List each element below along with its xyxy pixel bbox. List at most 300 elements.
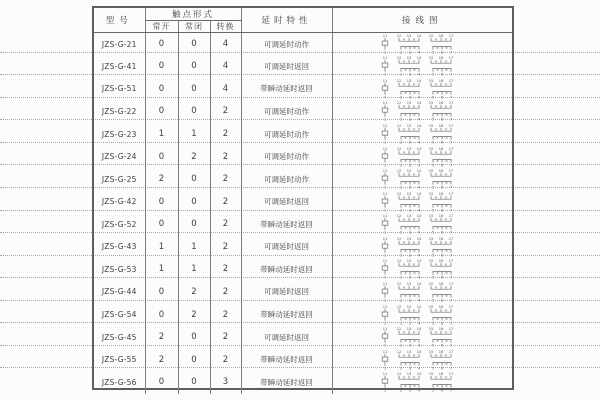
normally-open-count: 2 (145, 168, 178, 191)
svg-text:7: 7 (449, 208, 452, 213)
svg-text:12: 12 (396, 214, 401, 219)
svg-text:×: × (434, 330, 438, 335)
delay-characteristic: 带瞬动延时返回 (241, 258, 332, 281)
svg-text:×: × (412, 263, 416, 268)
svg-text:×: × (412, 384, 416, 389)
normally-closed-count: 0 (178, 190, 210, 213)
svg-text:11: 11 (382, 281, 387, 286)
normally-open-count: 1 (145, 258, 178, 281)
changeover-count: 2 (210, 123, 241, 146)
svg-text:×: × (402, 37, 406, 42)
svg-text:×: × (444, 59, 448, 64)
normally-open-count: 0 (145, 100, 178, 123)
svg-text:×: × (435, 226, 439, 231)
svg-text:16: 16 (438, 168, 443, 173)
svg-text:6: 6 (440, 230, 443, 235)
svg-text:×: × (444, 271, 448, 276)
delay-characteristic: 可调延时返回 (241, 55, 332, 78)
svg-text:1: 1 (383, 163, 386, 168)
svg-text:×: × (435, 316, 439, 321)
normally-closed-count: 0 (178, 55, 210, 78)
model-value: JZS-G-22 (94, 100, 145, 123)
svg-text:15: 15 (428, 214, 433, 219)
normally-closed-count: 0 (178, 33, 210, 56)
table-row (94, 213, 512, 236)
svg-text:14: 14 (416, 146, 421, 151)
svg-text:3: 3 (408, 185, 411, 190)
svg-text:12: 12 (396, 304, 401, 309)
wiring-diagram-cell (332, 371, 512, 394)
svg-text:14: 14 (416, 168, 421, 173)
svg-text:×: × (403, 293, 407, 298)
svg-text:15: 15 (428, 123, 433, 128)
wiring-diagram (377, 100, 481, 122)
svg-text:11: 11 (382, 168, 387, 173)
svg-text:16: 16 (438, 101, 443, 106)
svg-text:×: × (402, 353, 406, 358)
normally-open-count: 2 (145, 326, 178, 349)
svg-text:12: 12 (396, 33, 401, 38)
svg-text:4: 4 (417, 276, 420, 281)
svg-text:3: 3 (408, 230, 411, 235)
svg-text:5: 5 (431, 230, 434, 235)
delay-characteristic: 带瞬动延时返回 (241, 348, 332, 371)
svg-text:2: 2 (399, 298, 402, 303)
svg-text:×: × (403, 316, 407, 321)
svg-text:4: 4 (417, 185, 420, 190)
svg-text:6: 6 (440, 298, 443, 303)
model-value: JZS-G-23 (94, 123, 145, 146)
svg-text:17: 17 (448, 168, 453, 173)
changeover-count: 2 (210, 190, 241, 213)
svg-text:16: 16 (438, 191, 443, 196)
model-value: JZS-G-24 (94, 145, 145, 168)
model-value: JZS-G-51 (94, 78, 145, 101)
changeover-count: 3 (210, 371, 241, 394)
svg-text:7: 7 (449, 298, 452, 303)
normally-closed-count: 2 (178, 303, 210, 326)
table-row (94, 168, 512, 191)
svg-text:15: 15 (428, 191, 433, 196)
svg-text:14: 14 (416, 372, 421, 377)
wiring-diagram (377, 55, 481, 77)
svg-text:×: × (402, 240, 406, 245)
wiring-diagram (377, 33, 481, 55)
svg-text:4: 4 (417, 321, 420, 326)
svg-text:14: 14 (416, 259, 421, 264)
svg-text:3: 3 (408, 50, 411, 55)
svg-text:×: × (444, 203, 448, 208)
svg-text:7: 7 (449, 276, 452, 281)
svg-text:6: 6 (440, 208, 443, 213)
changeover-count: 2 (210, 303, 241, 326)
svg-text:4: 4 (417, 118, 420, 123)
svg-text:12: 12 (396, 168, 401, 173)
svg-text:×: × (412, 293, 416, 298)
svg-text:6: 6 (440, 72, 443, 77)
normally-closed-count: 0 (178, 213, 210, 236)
svg-text:×: × (412, 217, 416, 222)
svg-text:×: × (412, 181, 416, 186)
svg-text:×: × (434, 308, 438, 313)
svg-text:4: 4 (417, 95, 420, 100)
delay-characteristic: 可调延时返回 (241, 236, 332, 259)
svg-text:16: 16 (438, 78, 443, 83)
normally-closed-count: 2 (178, 145, 210, 168)
svg-text:5: 5 (431, 72, 434, 77)
svg-text:12: 12 (396, 326, 401, 331)
svg-text:5: 5 (431, 140, 434, 145)
svg-text:×: × (402, 82, 406, 87)
model-value: JZS-G-25 (94, 168, 145, 191)
svg-text:×: × (444, 127, 448, 132)
svg-text:3: 3 (408, 140, 411, 145)
svg-text:12: 12 (396, 349, 401, 354)
svg-text:13: 13 (406, 146, 411, 151)
table-row (94, 281, 512, 304)
svg-text:6: 6 (440, 118, 443, 123)
delay-characteristic: 可调延时返回 (241, 281, 332, 304)
svg-text:×: × (435, 248, 439, 253)
svg-text:7: 7 (449, 343, 452, 348)
svg-text:5: 5 (431, 253, 434, 258)
wiring-diagram-cell (332, 78, 512, 101)
normally-closed-count: 1 (178, 258, 210, 281)
svg-text:4: 4 (417, 298, 420, 303)
svg-text:×: × (435, 158, 439, 163)
svg-text:2: 2 (399, 343, 402, 348)
column-header-model: 型号 (94, 8, 145, 33)
svg-text:1: 1 (383, 72, 386, 77)
delay-characteristic: 可调延时动作 (241, 123, 332, 146)
svg-text:×: × (444, 240, 448, 245)
svg-text:×: × (444, 90, 448, 95)
changeover-count: 2 (210, 236, 241, 259)
svg-text:7: 7 (449, 118, 452, 123)
normally-open-count: 0 (145, 213, 178, 236)
table-row (94, 326, 512, 349)
svg-text:3: 3 (408, 366, 411, 371)
svg-text:×: × (412, 226, 416, 231)
svg-text:17: 17 (448, 101, 453, 106)
svg-text:17: 17 (448, 123, 453, 128)
normally-closed-count: 0 (178, 78, 210, 101)
svg-text:×: × (403, 158, 407, 163)
model-value: JZS-G-54 (94, 303, 145, 326)
svg-text:15: 15 (428, 146, 433, 151)
svg-text:2: 2 (399, 230, 402, 235)
svg-text:13: 13 (406, 56, 411, 61)
svg-text:15: 15 (428, 56, 433, 61)
svg-text:14: 14 (416, 349, 421, 354)
svg-text:1: 1 (383, 298, 386, 303)
svg-text:×: × (434, 172, 438, 177)
wiring-diagram-cell (332, 281, 512, 304)
normally-closed-count: 0 (178, 348, 210, 371)
wiring-diagram (377, 258, 481, 280)
svg-text:×: × (412, 248, 416, 253)
svg-text:15: 15 (428, 78, 433, 83)
svg-text:×: × (403, 68, 407, 73)
delay-characteristic: 可调延时动作 (241, 145, 332, 168)
svg-text:15: 15 (428, 372, 433, 377)
table-row (94, 100, 512, 123)
svg-text:×: × (444, 105, 448, 110)
svg-text:1: 1 (383, 118, 386, 123)
svg-text:×: × (444, 248, 448, 253)
normally-open-count: 2 (145, 348, 178, 371)
svg-text:×: × (403, 113, 407, 118)
svg-text:7: 7 (449, 230, 452, 235)
table-row (94, 258, 512, 281)
normally-open-count: 0 (145, 281, 178, 304)
table-row (94, 348, 512, 371)
svg-text:×: × (412, 136, 416, 141)
svg-text:11: 11 (382, 349, 387, 354)
wiring-diagram-cell (332, 190, 512, 213)
changeover-count: 2 (210, 168, 241, 191)
svg-text:×: × (434, 353, 438, 358)
svg-text:×: × (434, 375, 438, 380)
svg-text:16: 16 (438, 56, 443, 61)
svg-text:×: × (435, 339, 439, 344)
svg-text:×: × (444, 172, 448, 177)
svg-text:16: 16 (438, 146, 443, 151)
svg-text:×: × (435, 271, 439, 276)
model-value: JZS-G-42 (94, 190, 145, 213)
svg-text:×: × (403, 384, 407, 389)
svg-text:17: 17 (448, 56, 453, 61)
svg-text:14: 14 (416, 56, 421, 61)
svg-text:4: 4 (417, 343, 420, 348)
svg-text:1: 1 (383, 343, 386, 348)
svg-text:7: 7 (449, 366, 452, 371)
svg-text:13: 13 (406, 214, 411, 219)
svg-text:3: 3 (408, 72, 411, 77)
svg-text:×: × (444, 384, 448, 389)
svg-text:7: 7 (449, 163, 452, 168)
svg-text:12: 12 (396, 56, 401, 61)
delay-characteristic: 可调延时动作 (241, 100, 332, 123)
wiring-diagram (377, 236, 481, 258)
svg-text:12: 12 (396, 259, 401, 264)
svg-text:14: 14 (416, 304, 421, 309)
svg-text:4: 4 (417, 140, 420, 145)
svg-text:×: × (412, 113, 416, 118)
changeover-count: 4 (210, 55, 241, 78)
svg-text:×: × (444, 293, 448, 298)
svg-text:2: 2 (399, 50, 402, 55)
column-header-contact-form: 触点形式 (145, 8, 241, 21)
svg-text:×: × (403, 90, 407, 95)
column-header-delay: 延时特性 (241, 8, 332, 33)
model-value: JZS-G-21 (94, 33, 145, 56)
svg-text:5: 5 (431, 185, 434, 190)
delay-characteristic: 可调延时动作 (241, 33, 332, 56)
svg-text:×: × (403, 46, 407, 51)
normally-closed-count: 0 (178, 326, 210, 349)
svg-text:16: 16 (438, 281, 443, 286)
svg-text:×: × (434, 240, 438, 245)
svg-text:×: × (412, 285, 416, 290)
svg-text:5: 5 (431, 50, 434, 55)
svg-text:1: 1 (383, 95, 386, 100)
wiring-diagram (377, 123, 481, 145)
svg-text:×: × (434, 285, 438, 290)
changeover-count: 2 (210, 348, 241, 371)
svg-text:×: × (435, 203, 439, 208)
svg-text:17: 17 (448, 78, 453, 83)
changeover-count: 2 (210, 326, 241, 349)
normally-closed-count: 0 (178, 100, 210, 123)
svg-text:17: 17 (448, 191, 453, 196)
table-row (94, 78, 512, 101)
table-row (94, 123, 512, 146)
svg-text:13: 13 (406, 168, 411, 173)
svg-text:15: 15 (428, 33, 433, 38)
svg-text:×: × (402, 127, 406, 132)
svg-text:×: × (403, 339, 407, 344)
svg-text:11: 11 (382, 372, 387, 377)
svg-text:5: 5 (431, 343, 434, 348)
svg-text:16: 16 (438, 33, 443, 38)
delay-characteristic: 带瞬动延时返回 (241, 303, 332, 326)
svg-text:7: 7 (449, 321, 452, 326)
normally-open-count: 1 (145, 123, 178, 146)
svg-text:11: 11 (382, 191, 387, 196)
svg-text:×: × (402, 285, 406, 290)
svg-text:×: × (412, 361, 416, 366)
svg-text:×: × (444, 181, 448, 186)
svg-text:×: × (434, 59, 438, 64)
svg-text:13: 13 (406, 304, 411, 309)
svg-text:17: 17 (448, 259, 453, 264)
svg-text:7: 7 (449, 140, 452, 145)
svg-text:3: 3 (408, 388, 411, 393)
svg-text:14: 14 (416, 236, 421, 241)
model-value: JZS-G-52 (94, 213, 145, 236)
svg-text:1: 1 (383, 208, 386, 213)
svg-text:11: 11 (382, 214, 387, 219)
table-row (94, 236, 512, 259)
svg-text:×: × (444, 113, 448, 118)
svg-text:11: 11 (382, 123, 387, 128)
wiring-diagram (377, 146, 481, 168)
normally-closed-count: 0 (178, 371, 210, 394)
svg-text:1: 1 (383, 50, 386, 55)
svg-text:13: 13 (406, 191, 411, 196)
svg-text:3: 3 (408, 208, 411, 213)
svg-text:16: 16 (438, 326, 443, 331)
delay-characteristic: 可调延时动作 (241, 168, 332, 191)
svg-text:×: × (403, 203, 407, 208)
svg-text:3: 3 (408, 343, 411, 348)
svg-text:12: 12 (396, 281, 401, 286)
model-value: JZS-G-56 (94, 371, 145, 394)
svg-text:3: 3 (408, 276, 411, 281)
svg-text:2: 2 (399, 321, 402, 326)
svg-text:11: 11 (382, 33, 387, 38)
svg-text:2: 2 (399, 366, 402, 371)
svg-text:×: × (412, 37, 416, 42)
svg-text:2: 2 (399, 253, 402, 258)
svg-text:×: × (434, 263, 438, 268)
svg-text:×: × (444, 316, 448, 321)
svg-text:4: 4 (417, 208, 420, 213)
svg-text:×: × (434, 37, 438, 42)
svg-text:1: 1 (383, 140, 386, 145)
wiring-diagram-cell (332, 236, 512, 259)
svg-text:17: 17 (448, 349, 453, 354)
svg-text:11: 11 (382, 326, 387, 331)
wiring-diagram (377, 326, 481, 348)
svg-text:×: × (435, 293, 439, 298)
svg-text:6: 6 (440, 276, 443, 281)
svg-text:1: 1 (383, 276, 386, 281)
svg-text:6: 6 (440, 343, 443, 348)
column-header-normally-open: 常开 (145, 21, 178, 33)
svg-text:17: 17 (448, 304, 453, 309)
svg-text:11: 11 (382, 146, 387, 151)
svg-text:12: 12 (396, 146, 401, 151)
wiring-diagram-cell (332, 123, 512, 146)
svg-text:×: × (402, 150, 406, 155)
svg-text:15: 15 (428, 281, 433, 286)
svg-text:6: 6 (440, 253, 443, 258)
table-body (94, 33, 512, 394)
svg-text:4: 4 (417, 72, 420, 77)
svg-text:14: 14 (416, 214, 421, 219)
svg-text:×: × (444, 339, 448, 344)
changeover-count: 2 (210, 281, 241, 304)
column-header-changeover: 转换 (210, 21, 241, 33)
svg-text:×: × (412, 203, 416, 208)
svg-text:×: × (412, 105, 416, 110)
svg-text:6: 6 (440, 163, 443, 168)
svg-text:14: 14 (416, 281, 421, 286)
model-value: JZS-G-44 (94, 281, 145, 304)
wiring-diagram-cell (332, 303, 512, 326)
svg-text:17: 17 (448, 214, 453, 219)
svg-text:12: 12 (396, 236, 401, 241)
svg-text:13: 13 (406, 78, 411, 83)
svg-text:11: 11 (382, 236, 387, 241)
svg-text:5: 5 (431, 118, 434, 123)
svg-text:14: 14 (416, 78, 421, 83)
svg-text:×: × (403, 248, 407, 253)
changeover-count: 4 (210, 78, 241, 101)
svg-text:16: 16 (438, 349, 443, 354)
svg-text:×: × (444, 46, 448, 51)
model-value: JZS-G-53 (94, 258, 145, 281)
changeover-count: 2 (210, 145, 241, 168)
svg-text:17: 17 (448, 146, 453, 151)
svg-text:×: × (412, 339, 416, 344)
svg-text:14: 14 (416, 326, 421, 331)
svg-text:×: × (402, 195, 406, 200)
normally-open-count: 0 (145, 371, 178, 394)
svg-text:17: 17 (448, 236, 453, 241)
normally-closed-count: 0 (178, 168, 210, 191)
table-row (94, 371, 512, 394)
svg-text:×: × (444, 285, 448, 290)
svg-text:×: × (402, 59, 406, 64)
svg-text:2: 2 (399, 388, 402, 393)
svg-text:5: 5 (431, 276, 434, 281)
svg-text:×: × (444, 136, 448, 141)
svg-text:×: × (403, 361, 407, 366)
svg-text:6: 6 (440, 388, 443, 393)
